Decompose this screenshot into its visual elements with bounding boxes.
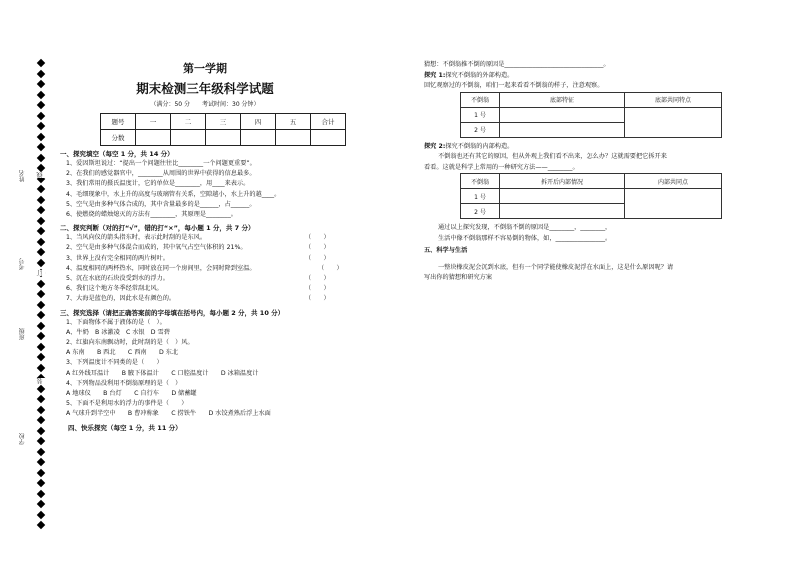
cut-label-ding: 订 <box>37 270 44 276</box>
class-label: 班级 <box>19 328 26 340</box>
choice-question: 1、下面物体不属于液体的是（ ）。 <box>66 318 166 326</box>
table-header: 拆开后内部情况 <box>500 174 625 189</box>
choice-question: 2、红旗向东南飘动时，此时刮的是（ ）风。 <box>66 339 194 347</box>
answer-paren[interactable]: （ ） <box>305 244 330 252</box>
section-5-title: 五、科学与生活 <box>424 247 468 254</box>
cut-label-xian: 线 <box>37 172 44 178</box>
question-item: 2、在我们的感觉器官中，________从周围的世界中获得的信息最多。 <box>66 170 256 178</box>
score-input-cell[interactable] <box>311 130 346 146</box>
score-table <box>100 113 346 146</box>
probe-2-desc-cont: 看看。这就是科学上常用的一种研究方法——________。 <box>424 163 579 171</box>
question-item: 4、毛细现象中，水上升的高度与玻璃管有关系，空隙越小，水上升的越____。 <box>66 190 281 198</box>
judge-item <box>60 284 350 294</box>
probe-2-heading <box>424 142 764 153</box>
table-row-label: 1 号 <box>461 189 500 204</box>
page-title-term: 第一学期 <box>183 62 227 75</box>
cut-line-dot <box>37 185 45 193</box>
judge-item <box>60 274 350 284</box>
score-input-cell[interactable] <box>171 130 206 146</box>
choice-options: A 红外线耳温计 B 腋下体温计 C 口腔温度计 D 冰箱温度计 <box>66 369 259 377</box>
cut-line-dot <box>37 90 45 98</box>
section-5-text: 一整块橡皮泥会沉到水底，但有一个同学能使橡皮泥浮在水面上，这是什么原因呢？请 <box>438 263 674 271</box>
score-cell: 三 <box>206 114 241 130</box>
choice-question: 5、下面不是利用水的浮力的事件是（ ） <box>66 400 188 408</box>
cut-line-dot <box>37 279 45 287</box>
cut-line-dot <box>37 164 45 172</box>
cut-line-dot <box>37 80 45 88</box>
probe-2-label: 探究 2: <box>424 142 446 150</box>
cut-line-dot <box>37 363 45 371</box>
cut-line-dot <box>37 479 45 487</box>
judge-item <box>60 233 350 243</box>
score-input-cell[interactable] <box>206 130 241 146</box>
page-title: 期末检测三年级科学试题 <box>136 81 274 96</box>
answer-paren[interactable]: （ ） <box>305 285 330 293</box>
judge-item <box>60 254 350 264</box>
judge-text: 1、当风向仪的箭头指东时，表示此时刮的是东风。 <box>66 234 207 242</box>
answer-cell[interactable] <box>500 189 625 204</box>
answer-cell[interactable] <box>625 107 722 137</box>
cut-line-dot <box>37 195 45 203</box>
score-cell: 二 <box>171 114 206 130</box>
question-item: 3、我们常用的摄氏温度计，它的单位是________，用____来表示。 <box>66 180 250 188</box>
judge-text: 5、沉在水底的石块没受到水的浮力。 <box>66 275 169 283</box>
cut-line-dot <box>37 258 45 266</box>
cut-line-dot <box>37 227 45 235</box>
judge-text: 7、大海是蓝色的，因此水是有颜色的。 <box>66 295 176 303</box>
section-3-title: 三、探究选择（请把正确答案前的字母填在括号内，每小题 2 分，共 10 分） <box>60 308 285 317</box>
dotted-cut-line <box>38 60 46 530</box>
cut-line-dot <box>37 510 45 518</box>
judge-text: 6、我们这个地方冬季经常刮北风。 <box>66 285 163 293</box>
cut-line-dot <box>37 332 45 340</box>
section-4-title: 四、快乐探究（每空 1 分，共 11 分） <box>68 423 182 432</box>
judge-text: 3、世界上没有完全相同的两片树叶。 <box>66 254 169 262</box>
right-column <box>424 60 764 284</box>
probe-1-heading <box>424 71 764 82</box>
score-input-cell[interactable] <box>136 130 171 146</box>
probe-2-desc: 不倒翁也还有其它的原因，但从外观上我们看不出来，怎么办？这就需要把它拆开来 <box>438 153 667 160</box>
answer-paren[interactable]: （ ） <box>305 275 330 283</box>
name-label: 姓名 <box>19 170 26 182</box>
cut-line-dot <box>37 59 45 67</box>
probe-1-text: 探究不倒翁的外部构造。 <box>445 71 514 79</box>
cut-line-dot <box>37 321 45 329</box>
choice-options: A 气球升到半空中 B 曹冲称象 C 捞铁牛 D 水饺煮熟后浮上水面 <box>66 410 271 418</box>
cut-line-dot <box>37 489 45 497</box>
section-5-text-cont: 写出你的猜想和研究方案 <box>424 274 493 281</box>
cut-line-dot <box>37 447 45 455</box>
answer-paren[interactable]: （ ） <box>305 254 330 262</box>
cut-line-dot <box>37 384 45 392</box>
cut-line-dot <box>37 468 45 476</box>
probe-2-table <box>460 173 722 219</box>
binding-sidebar <box>0 0 50 562</box>
choice-question: 4、下列物品没利用不倒翁原理的是（ ） <box>66 379 182 387</box>
left-column <box>60 60 350 433</box>
judge-item <box>60 264 350 274</box>
score-cell: 分数 <box>101 130 136 146</box>
cut-line-dot <box>37 206 45 214</box>
cut-line-dot <box>37 311 45 319</box>
answer-cell[interactable] <box>500 122 625 137</box>
answer-paren[interactable]: （ ） <box>305 234 330 242</box>
conclusion-line: 生活中像不倒翁那样不容易倒的物体，如，________________。 <box>438 234 612 242</box>
judge-item <box>60 294 350 304</box>
table-row-label: 2 号 <box>461 122 500 137</box>
choice-options: A 东南 B 西北 C 西南 D 东北 <box>66 349 179 357</box>
cut-line-dot <box>37 395 45 403</box>
cut-line-dot <box>37 353 45 361</box>
cut-line-dot <box>37 437 45 445</box>
cut-line-dot <box>37 300 45 308</box>
cut-line-dot <box>37 122 45 130</box>
guess-line: 猜想：不倒翁推不倒的原因是________________________________。 <box>424 61 610 68</box>
choice-question: 3、下列温度计不同类的是（ ） <box>66 359 163 367</box>
choice-options: A 地球仪 B 台灯 C 自行车 D 储蓄罐 <box>66 390 197 398</box>
cut-line-dot <box>37 426 45 434</box>
cut-line-dot <box>37 458 45 466</box>
answer-cell[interactable] <box>500 204 625 219</box>
cut-line-dot <box>37 111 45 119</box>
judge-text: 4、温度相同的两杯热水，同时放在同一个房间里，会同时降到室温。 <box>66 264 256 272</box>
table-header: 内部共同点 <box>625 174 722 189</box>
judge-text: 2、空气是由多种气体混合而成的，其中氧气占空气体积的 21%。 <box>66 244 247 252</box>
score-cell: 题号 <box>101 114 136 130</box>
cut-line-dot <box>37 500 45 508</box>
judge-item <box>60 243 350 253</box>
score-cell: 一 <box>136 114 171 130</box>
cut-line-dot <box>37 101 45 109</box>
cut-line-dot <box>37 237 45 245</box>
school-label: 学校 <box>19 433 26 445</box>
table-row-label: 2 号 <box>461 204 500 219</box>
table-header: 底部共同特点 <box>625 92 722 107</box>
section-1-title: 一、探究填空（每空 1 分，共 14 分） <box>60 150 174 158</box>
table-header: 底部特征 <box>500 92 625 107</box>
exam-info: （满分：50 分 考试时间：30 分钟） <box>150 101 260 108</box>
cut-line-dot <box>37 132 45 140</box>
cut-line-dot <box>37 153 45 161</box>
probe-2-text: 探究不倒翁的内部构造。 <box>445 142 514 150</box>
choice-options: A、牛奶 B 冰激凌 C 水银 D 雪碧 <box>66 328 170 336</box>
probe-1-table <box>460 92 722 138</box>
cut-line-dot <box>37 342 45 350</box>
question-item: 5、空气是由多种气体合成的，其中含量最多的是______，占______。 <box>66 200 256 208</box>
answer-cell[interactable] <box>500 107 625 122</box>
cut-line-dot <box>37 216 45 224</box>
probe-1-label: 探究 1: <box>424 71 446 79</box>
cut-label-zhuang: 装 <box>37 378 44 384</box>
score-input-cell[interactable] <box>241 130 276 146</box>
cut-line-dot <box>37 248 45 256</box>
cut-line-dot <box>37 405 45 413</box>
cut-line-dot <box>37 69 45 77</box>
probe-1-desc: 回忆观察过的不倒翁，咱们一起来看看不倒翁的样子，注意观察。 <box>424 82 604 89</box>
answer-paren[interactable]: （ ） <box>305 295 330 303</box>
score-cell: 五 <box>276 114 311 130</box>
cut-line-dot <box>37 143 45 151</box>
question-item: 6、使燃烧的蜡烛熄灭的方法有________，其原理是________。 <box>66 211 237 219</box>
cut-line-dot <box>37 416 45 424</box>
table-header: 不倒翁 <box>461 174 500 189</box>
cut-line-dot <box>37 290 45 298</box>
score-cell: 四 <box>241 114 276 130</box>
conclusion-line: 通过以上探究发现，不倒翁不倒的原因是________，________， <box>438 224 612 231</box>
answer-paren[interactable]: （ ） <box>318 264 343 272</box>
exam-number-label: 考号 <box>19 258 26 270</box>
table-header: 不倒翁 <box>461 92 500 107</box>
score-input-cell[interactable] <box>276 130 311 146</box>
score-table-score-row <box>101 130 346 146</box>
answer-cell[interactable] <box>625 189 722 219</box>
score-table-header-row <box>101 114 346 130</box>
question-item: 1、爱因斯坦说过：“提出一个问题往往比________一个问题更重要”。 <box>66 160 256 167</box>
section-2-title: 二、探究判断（对的打“√”，错的打“×”，每小题 1 分，共 7 分） <box>60 224 255 233</box>
score-cell: 合计 <box>311 114 346 130</box>
table-row-label: 1 号 <box>461 107 500 122</box>
cut-line-dot <box>37 521 45 529</box>
